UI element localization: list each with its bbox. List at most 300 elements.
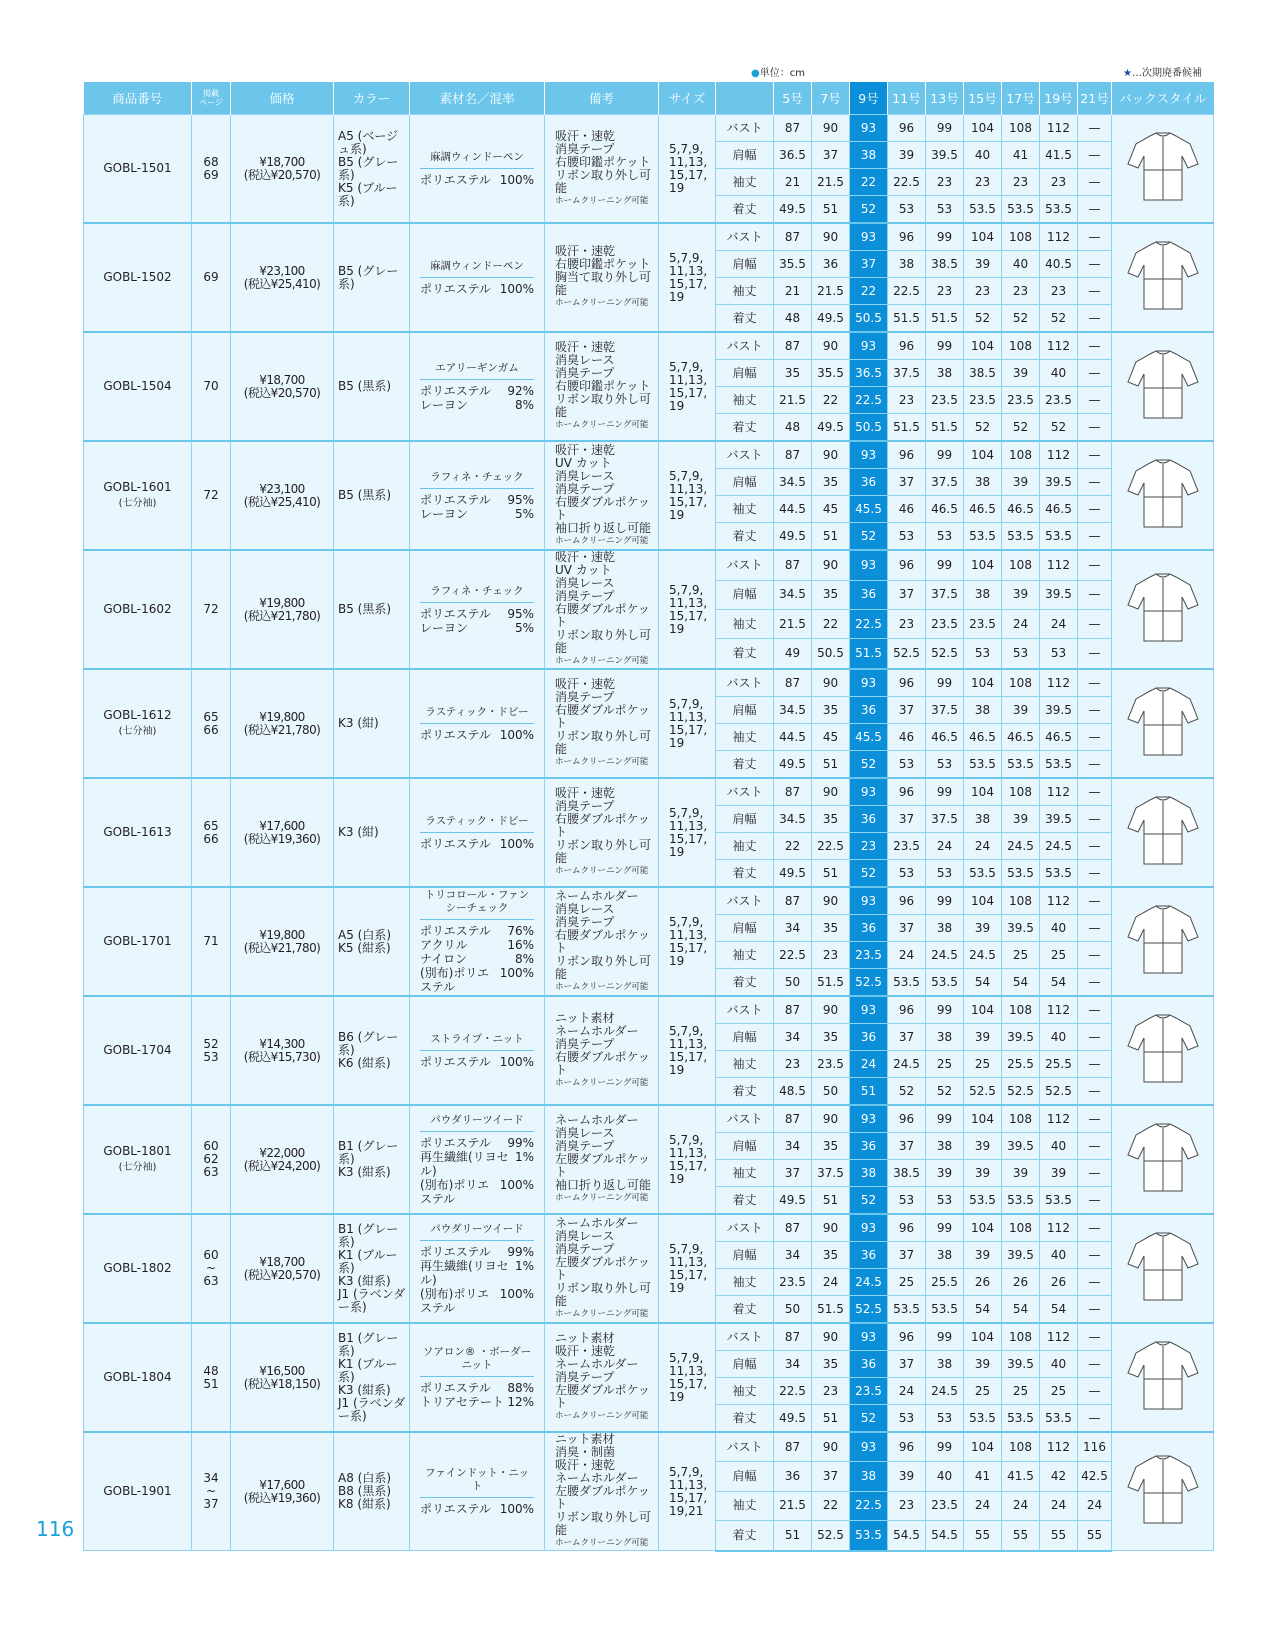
measure-value: 39 [1002,469,1040,496]
material-name: パウダリーツイード [420,1223,534,1241]
measure-label: 着丈 [716,1078,774,1106]
measure-value: 22 [812,387,850,414]
measure-value: 23 [888,609,926,638]
measure-value: 24.5 [926,942,964,969]
measure-value: — [1078,580,1112,609]
measure-value: 39.5 [1002,1351,1040,1378]
catalog-page: 65 66 [192,669,231,778]
price: ¥19,800 [259,927,305,942]
size-line: 5,7,9, [669,914,704,929]
size-line: 15,17, [669,722,708,737]
measure-value: 39 [964,1133,1002,1160]
measure-value: 104 [964,996,1002,1024]
measure-value: 104 [964,550,1002,580]
remarks-cell [545,1432,659,1551]
blouse-back-icon [1124,685,1202,759]
measure-label: 着丈 [716,969,774,997]
remark-item: 右腰印鑑ポケット [555,257,651,271]
table-row [84,778,1214,806]
measure-value: 38 [926,1242,964,1269]
measure-value: 53.5 [850,1521,888,1551]
measure-value: 50 [774,969,812,997]
catalog-page: 60 ~ 63 [192,1214,231,1323]
price-cell [231,223,334,332]
measure-value: 44.5 [774,724,812,751]
back-style-cell [1112,223,1214,332]
size-line: 5,7,9, [669,1350,704,1365]
measure-value: — [1078,1051,1112,1078]
measure-value: 25 [1040,1378,1078,1405]
measure-value: 46.5 [964,496,1002,523]
measure-value: — [1078,697,1112,724]
measure-value: 53.5 [926,969,964,997]
measure-value: 53.5 [1002,196,1040,224]
color-cell [334,1105,410,1214]
color-cell [334,996,410,1105]
available-sizes [659,115,716,224]
measure-label: 着丈 [716,523,774,551]
fiber-name: ポリエステル [420,727,491,742]
measure-value: 39 [1040,1160,1078,1187]
color-option: K3 (紺系) [338,1165,391,1179]
measure-value: 51 [812,1405,850,1433]
measure-value: 116 [1078,1432,1112,1462]
color-cell [334,441,410,550]
measure-value: 35 [812,580,850,609]
size-line: 19 [669,180,685,195]
measure-value: 53.5 [1002,1405,1040,1433]
measure-value: — [1078,441,1112,469]
fiber-name: レーヨン [420,506,469,521]
fiber-name: ポリエステル [420,492,491,507]
measure-value: 90 [812,441,850,469]
measure-value: 93 [850,1105,888,1133]
measure-value: 104 [964,115,1002,142]
measure-label: 袖丈 [716,609,774,638]
measure-label: バスト [716,778,774,806]
size-line: 11,13, [669,1254,708,1269]
fiber-name: レーヨン [420,620,469,635]
material-name: ラスティック・ドビー [420,815,534,833]
fiber-name: (別布)ポリエステル [420,966,490,994]
measure-value: 37 [888,915,926,942]
measure-value: — [1078,332,1112,360]
catalog-page: 69 [192,223,231,332]
catalog-page: 48 51 [192,1323,231,1432]
measure-label: バスト [716,550,774,580]
measure-value: 23 [1002,169,1040,196]
product-code: GOBL-1701 [103,934,172,948]
measure-value: 37 [812,142,850,169]
measure-value: 22.5 [774,942,812,969]
size-line: 5,7,9, [669,696,704,711]
measure-value: 53 [888,751,926,779]
header-measure [716,82,774,115]
measure-value: 52.5 [812,1521,850,1551]
measure-value: 37 [888,1133,926,1160]
measure-value: 50.5 [812,639,850,669]
measure-value: 104 [964,441,1002,469]
table-row [84,332,1214,360]
measure-value: 24 [1040,1491,1078,1520]
measure-value: 34 [774,1133,812,1160]
material-mix-line [420,398,534,412]
catalog-page: 70 [192,332,231,441]
measure-value: 23 [1040,169,1078,196]
measure-value: 26 [1002,1269,1040,1296]
measure-value: 46 [888,496,926,523]
measure-value: 93 [850,778,888,806]
measure-value: 35.5 [812,360,850,387]
product-code: GOBL-1802 [103,1261,172,1275]
measure-label: 着丈 [716,860,774,888]
remark-item: 左腰ダブルポケット [555,1484,650,1511]
table-row [84,887,1214,915]
measure-value: 52 [964,414,1002,442]
price-with-tax: (税込¥19,360) [243,1490,321,1505]
material-cell [410,996,545,1105]
measure-value: 87 [774,1432,812,1462]
material-mix-line [420,1055,534,1069]
table-row [84,1105,1214,1133]
size-line: 5,7,9, [669,582,704,597]
measure-value: 87 [774,669,812,697]
measure-value: 51 [812,1187,850,1215]
header-size: サイズ [659,82,716,115]
price: ¥23,100 [259,481,305,496]
measure-value: 96 [888,669,926,697]
color-option: A8 (白系) [338,1471,392,1485]
measure-value: 23.5 [926,1491,964,1520]
remark-item-small: ホームクリーニング可能 [555,1077,649,1088]
measure-value: 53 [926,751,964,779]
remark-item: 消臭テープ [555,799,615,813]
measure-value: — [1078,360,1112,387]
remark-item-small: ホームクリーニング可能 [555,981,649,992]
product-code-cell [84,1214,192,1323]
measure-value: 37 [888,580,926,609]
color-option: B6 (グレー系) [338,1030,399,1057]
blouse-back-icon [1124,1339,1202,1413]
size-spec-table [83,82,1214,1552]
measure-value: 99 [926,1214,964,1242]
measure-value: 39 [1002,697,1040,724]
size-line: 15,17, [669,1049,708,1064]
measure-value: 96 [888,550,926,580]
measure-label: 肩幅 [716,469,774,496]
material-mix-line [420,1178,534,1206]
catalog-page: 65 66 [192,778,231,887]
measure-value: 21.5 [774,1491,812,1520]
product-code-cell [84,115,192,224]
measure-value: 53 [1040,639,1078,669]
color-option: K3 (紺) [338,825,379,839]
remark-item: リボン取り外し可能 [555,392,652,419]
color-option: A5 (白系) [338,927,392,942]
size-line: 5,7,9, [669,1464,704,1479]
measure-value: 108 [1002,550,1040,580]
material-cell [410,778,545,887]
price: ¥19,800 [259,595,305,610]
blouse-back-icon [1124,1230,1202,1304]
measure-value: 39 [926,1160,964,1187]
sleeve-note: (七分袖) [118,1162,157,1173]
measure-value: 50.5 [850,305,888,333]
measure-value: — [1078,806,1112,833]
header-page-line2: ページ [199,98,223,107]
measure-value: 55 [964,1521,1002,1551]
measure-value: 23.5 [1040,387,1078,414]
remark-item: ネームホルダー [555,1471,639,1485]
product-code: GOBL-1501 [103,161,172,175]
size-line: 5,7,9, [669,1241,704,1256]
fiber-name: ポリエステル [420,606,491,621]
remarks-cell [545,1105,659,1214]
measure-value: 104 [964,669,1002,697]
measure-value: 96 [888,1105,926,1133]
color-option: B1 (グレー系) [338,1139,399,1166]
price: ¥18,700 [259,372,305,387]
remarks-cell [545,550,659,669]
measure-label: バスト [716,1214,774,1242]
price-cell [231,332,334,441]
remarks-cell [545,1323,659,1432]
measure-value: 23 [964,169,1002,196]
price-cell [231,115,334,224]
measure-value: 36 [812,251,850,278]
measure-value: 54 [1040,1296,1078,1324]
measure-value: 23.5 [1002,387,1040,414]
measure-value: 52 [850,1405,888,1433]
remark-item: リボン取り外し可能 [555,953,652,981]
remark-item-small: ホームクリーニング可能 [555,1411,649,1421]
measure-value: 112 [1040,669,1078,697]
measure-value: 93 [850,550,888,580]
measure-value: 93 [850,887,888,915]
measure-value: 36 [850,1351,888,1378]
color-option: K3 (紺系) [338,1383,391,1397]
remark-item: 右腰印鑑ポケット [555,154,651,169]
size-line: 15,17, [669,608,708,623]
measure-label: 着丈 [716,414,774,442]
product-code-cell [84,441,192,550]
measure-value: 24.5 [964,942,1002,969]
color-option: K3 (紺) [338,716,379,730]
sleeve-note: (七分袖) [118,498,157,509]
measure-value: 53 [888,1405,926,1433]
measure-value: — [1078,639,1112,669]
measure-value: 52 [850,860,888,888]
measure-value: 51 [812,523,850,551]
measure-value: 52.5 [964,1078,1002,1106]
remark-item: 吸汗・速乾 [555,128,616,143]
measure-value: 22.5 [774,1378,812,1405]
size-line: 19 [669,844,685,859]
size-line: 15,17, [669,385,708,400]
measure-value: 52 [850,523,888,551]
color-cell [334,115,410,224]
measure-value: 87 [774,332,812,360]
material-name: 麻調ウィンドーペン [420,260,534,278]
size-line: 5,7,9, [669,359,704,374]
measure-value: 22 [774,833,812,860]
measure-value: 24 [1002,609,1040,638]
price-with-tax: (税込¥15,730) [243,1049,321,1064]
measure-value: 38 [964,580,1002,609]
remark-item: 吸汗・速乾 [555,442,616,457]
color-cell [334,669,410,778]
measure-value: — [1078,523,1112,551]
available-sizes [659,1323,716,1432]
measure-label: バスト [716,1105,774,1133]
measure-value: 90 [812,1432,850,1462]
measure-value: — [1078,278,1112,305]
available-sizes [659,1214,716,1323]
measure-value: 52 [1040,414,1078,442]
remark-item: 左腰ダブルポケット [555,1254,650,1282]
measure-value: 54 [1002,1296,1040,1324]
material-mix-line [420,1136,534,1150]
measure-value: — [1078,1160,1112,1187]
measure-value: 23 [812,1378,850,1405]
product-code-cell [84,550,192,669]
measure-value: 53.5 [926,1296,964,1324]
measure-value: — [1078,496,1112,523]
measure-label: 肩幅 [716,142,774,169]
measure-value: 24 [926,833,964,860]
remark-item: 消臭テープ [555,481,615,496]
measure-label: 肩幅 [716,697,774,724]
measure-value: 36 [774,1462,812,1491]
measure-value: 45.5 [850,724,888,751]
measure-value: 52.5 [888,639,926,669]
remark-item-small: ホームクリーニング可能 [555,1193,649,1203]
available-sizes [659,223,716,332]
measure-value: 99 [926,1323,964,1351]
size-line: 11,13, [669,372,708,387]
measure-value: 52 [926,1078,964,1106]
size-line: 11,13, [669,595,708,610]
measure-label: 袖丈 [716,1051,774,1078]
measure-value: 87 [774,1105,812,1133]
blouse-back-icon [1124,571,1202,645]
measure-value: — [1078,1269,1112,1296]
measure-value: 53.5 [1002,1187,1040,1215]
price: ¥19,800 [259,709,305,724]
remark-item: 消臭レース [555,576,615,590]
measure-value: 40 [1002,251,1040,278]
measure-value: 38 [850,1160,888,1187]
material-mix-line [420,1395,534,1409]
remark-item: リボン取り外し可能 [555,628,652,655]
measure-value: 53.5 [964,523,1002,551]
remark-item: 吸汗・速乾 [555,1344,616,1358]
size-line: 5,7,9, [669,1023,704,1038]
material-name: 麻調ウィンドーペン [420,151,534,169]
material-mix-line [420,1502,534,1516]
color-cell [334,223,410,332]
measure-value: 54 [964,1296,1002,1324]
measure-value: 52.5 [926,639,964,669]
fiber-percent: 1% [514,1149,534,1164]
measure-value: — [1078,1078,1112,1106]
measure-label: 着丈 [716,1296,774,1324]
measure-value: 39 [888,142,926,169]
price-with-tax: (税込¥24,200) [243,1158,321,1173]
back-style-cell [1112,887,1214,996]
measure-label: バスト [716,332,774,360]
back-style-cell [1112,996,1214,1105]
remark-item: ネームホルダー [555,1215,639,1230]
measure-label: バスト [716,887,774,915]
measure-value: 108 [1002,115,1040,142]
size-line: 5,7,9, [669,141,704,156]
measure-value: 96 [888,996,926,1024]
measure-value: 21.5 [812,278,850,305]
remark-item: 右腰ダブルポケット [555,927,650,955]
measure-value: 53.5 [964,1405,1002,1433]
price-with-tax: (税込¥20,570) [243,385,321,400]
measure-value: 23.5 [926,387,964,414]
measure-value: 22.5 [850,387,888,414]
measure-value: 24.5 [1002,833,1040,860]
measure-value: 36 [850,580,888,609]
measure-value: 39.5 [1002,1133,1040,1160]
fiber-percent: 88% [507,1381,534,1395]
size-line: 19 [669,1062,685,1077]
measure-value: 38 [850,1462,888,1491]
remark-item: UV カット [555,563,612,577]
product-code-cell [84,887,192,996]
measure-value: 22 [812,609,850,638]
measure-value: 22 [850,169,888,196]
size-line: 15,17, [669,1490,708,1505]
header-page [192,82,231,115]
remark-item: 消臭テープ [555,366,615,380]
remarks-cell [545,996,659,1105]
header-size-15: 15号 [964,82,1002,115]
measure-value: 87 [774,778,812,806]
measure-value: 108 [1002,887,1040,915]
measure-value: 23 [964,278,1002,305]
remark-item-small: ホームクリーニング可能 [555,195,649,206]
measure-value: 36 [850,469,888,496]
measure-label: 袖丈 [716,496,774,523]
measure-value: 38.5 [926,251,964,278]
material-cell [410,1323,545,1432]
size-line: 19 [669,1280,685,1295]
measure-value: 93 [850,996,888,1024]
material-cell [410,1432,545,1551]
header-size-17: 17号 [1002,82,1040,115]
header-code: 商品番号 [84,82,192,115]
measure-value: 112 [1040,1432,1078,1462]
measure-value: 49.5 [812,414,850,442]
fiber-percent: 100% [499,1286,534,1301]
blouse-back-icon [1124,348,1202,422]
measure-value: 90 [812,1105,850,1133]
remark-item: 消臭テープ [555,589,615,603]
fiber-percent: 99% [507,1135,534,1150]
table-row [84,669,1214,697]
measure-value: — [1078,969,1112,997]
measure-value: 108 [1002,441,1040,469]
catalog-page: 60 62 63 [192,1105,231,1214]
measure-value: 38 [964,806,1002,833]
remark-item: リボン取り外し可能 [555,1510,652,1537]
fiber-name: ポリエステル [420,1502,491,1516]
material-mix-line [420,837,534,851]
